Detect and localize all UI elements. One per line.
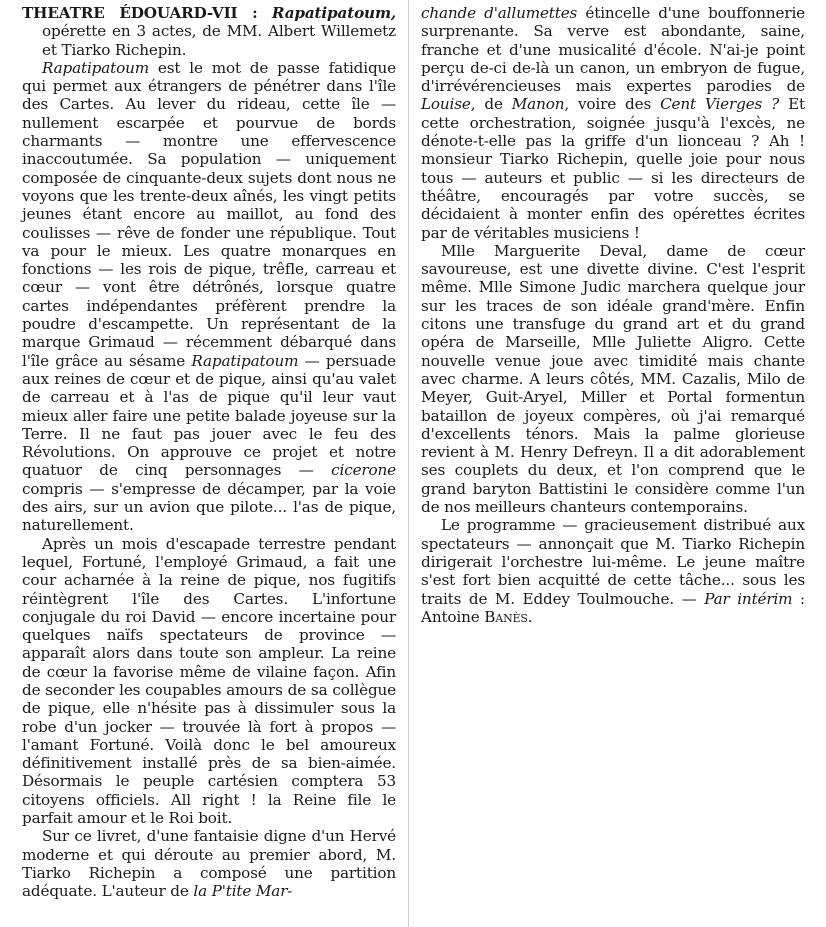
text-run: Le programme — gracieusement distribué aux spectateurs — annonçait que M. Tiarko Richepin dirigerait l'orchestre lui-même. Le jeune maître s'est fort bien acquitté de cette tâche... sous les traits de M. Eddey Toulmouche. — <box>421 516 805 608</box>
author-signature: Banès. <box>484 607 533 626</box>
paragraph-music-start <box>22 827 396 900</box>
text-run: : Antoine <box>421 589 805 626</box>
play-title: Rapatipatoum, <box>271 4 397 22</box>
review-header <box>22 4 396 59</box>
text-run: est le mot de passe fatidique qui permet aux étrangers de pénétrer dans l'île des Cartes. Au lever du rideau, cette île — nullement escarpée et pourvue de bords charmants — montre une effervescence inaccoutumée. Sa population — uniquement composée de cinquante-deux sujets dont nous ne voyons que les trente-deux aînés, les vingt petits jeunes étant encore au maillot, au fond des coulisses — rêve de fonder une république. Tout va pour le mieux. Les quatre monarques en fonctions — les rois de pique, trêfle, carreau et cœur — vont être détrônés, lorsque quatre cartes indépendantes préfèrent prendre la poudre d'escampette. Un représentant de la marque Grimaud — récemment débarqué dans l'île grâce au sésame <box>22 58 396 370</box>
text-run: compris — s'empresse de décamper, par la voie des airs, sur un avion que pilote... l'as de pique, naturellement. <box>22 479 396 535</box>
right-column <box>421 4 805 626</box>
italic-title: chande d'allumettes <box>421 4 578 22</box>
italic-title: Cent Vierges ? <box>660 95 780 114</box>
text-run: , voire des <box>564 95 661 114</box>
paragraph-plot-intro <box>22 59 396 535</box>
italic-title: Manon <box>511 95 565 114</box>
italic-phrase: Par intérim <box>704 589 793 608</box>
italic-word: cicerone <box>331 461 396 480</box>
paragraph-music-continued <box>421 4 805 242</box>
column-divider <box>408 0 409 927</box>
paragraph-cast: Mlle Marguerite Deval, dame de cœur savoureuse, est une divette divine. C'est l'esprit même. Mlle Simone Judic marchera quelque jour sur les traces de son idéale grand'mère. Enfin citons une transfuge du grand art et du grand opéra de Marseille, Mlle Juliette Aligro. Cette nouvelle venue joue avec timidité mais chante avec charme. A leurs côtés, MM. Cazalis, Milo de Meyer, Guit-Aryel, Miller et Portal formentun bataillon de joyeux compères, où j'ai remarqué d'excellents ténors. Mais la palme glorieuse revient à M. Henry Defreyn. Il a dit adorablement ses couplets du deux, et l'on comprend que le grand baryton Battistini le considère comme l'un de nos meilleurs chanteurs contemporains. <box>421 241 805 517</box>
theatre-name: THEATRE ÉDOUARD-VII : <box>22 4 258 22</box>
italic-title: Louise <box>421 95 471 114</box>
text-run: étincelle d'une bouffonnerie surprenante. Sa verve est abondante, saine, franche et d'une musicalité d'école. N'ai-je point perçu de-ci de-là un canon, un embryon de fugue, d'irrévérencieuses mais expertes parodies de <box>421 4 806 96</box>
text-run: — persuade aux reines de cœur et de pique, ainsi qu'au valet de carreau et à l'as de pique qu'il leur vaut mieux aller faire une petite balade joyeuse sur la Terre. Il ne faut pas jouer avec le feu des Révolutions. On approuve ce projet et notre quatuor de cinq personnages — <box>22 351 396 480</box>
text-run: , de <box>470 95 512 114</box>
paragraph-conclusion <box>421 516 805 626</box>
text-run: Sur ce livret, d'une fantaisie digne d'un Hervé moderne et qui déroute au premier abord, M. Tiarko Richepin a composé une partition adéquate. L'auteur de <box>22 827 396 901</box>
text-run: Et cette orchestration, soignée jusqu'à l'excès, ne dénote-t-elle pas la griffe d'un lionceau ? Ah ! monsieur Tiarko Richepin, quelle joie pour nous tous — auteurs et public — si les directeurs de théâtre, encouragés par votre succès, se décidaient à monter enfin des opérettes écrites par de véritables musiciens ! <box>421 95 805 242</box>
italic-title: Rapatipatoum <box>191 351 299 370</box>
paragraph-plot-return: Après un mois d'escapade terrestre pendant lequel, Fortuné, l'employé Grimaud, a fait une cour acharnée à la reine de pique, nos fugitifs réintègrent l'île des Cartes. L'infortune conjugale du roi David — encore incertaine pour quelques naïfs spectateurs de province — apparaît alors dans toute son ampleur. La reine de cœur la favorise même de vilaine façon. Afin de seconder les coupables amours de sa collègue de pique, elle n'hésite pas à dissimuler sous la robe d'un jocker — trouvée là fort à propos — l'amant Fortuné. Voilà donc le bel amoureux définitivement installé près de sa bien-aimée. Désormais le peuple cartésien comptera 53 citoyens officiels. All right ! la Reine file le parfait amour et le Roi boit. <box>22 534 396 828</box>
italic-title: Rapatipatoum <box>42 58 149 77</box>
header-credits: opérette en 3 actes, de MM. Albert Willemetz et Tiarko Richepin. <box>42 22 396 59</box>
italic-title: la P'tite Mar- <box>193 882 293 901</box>
left-column <box>22 4 396 901</box>
